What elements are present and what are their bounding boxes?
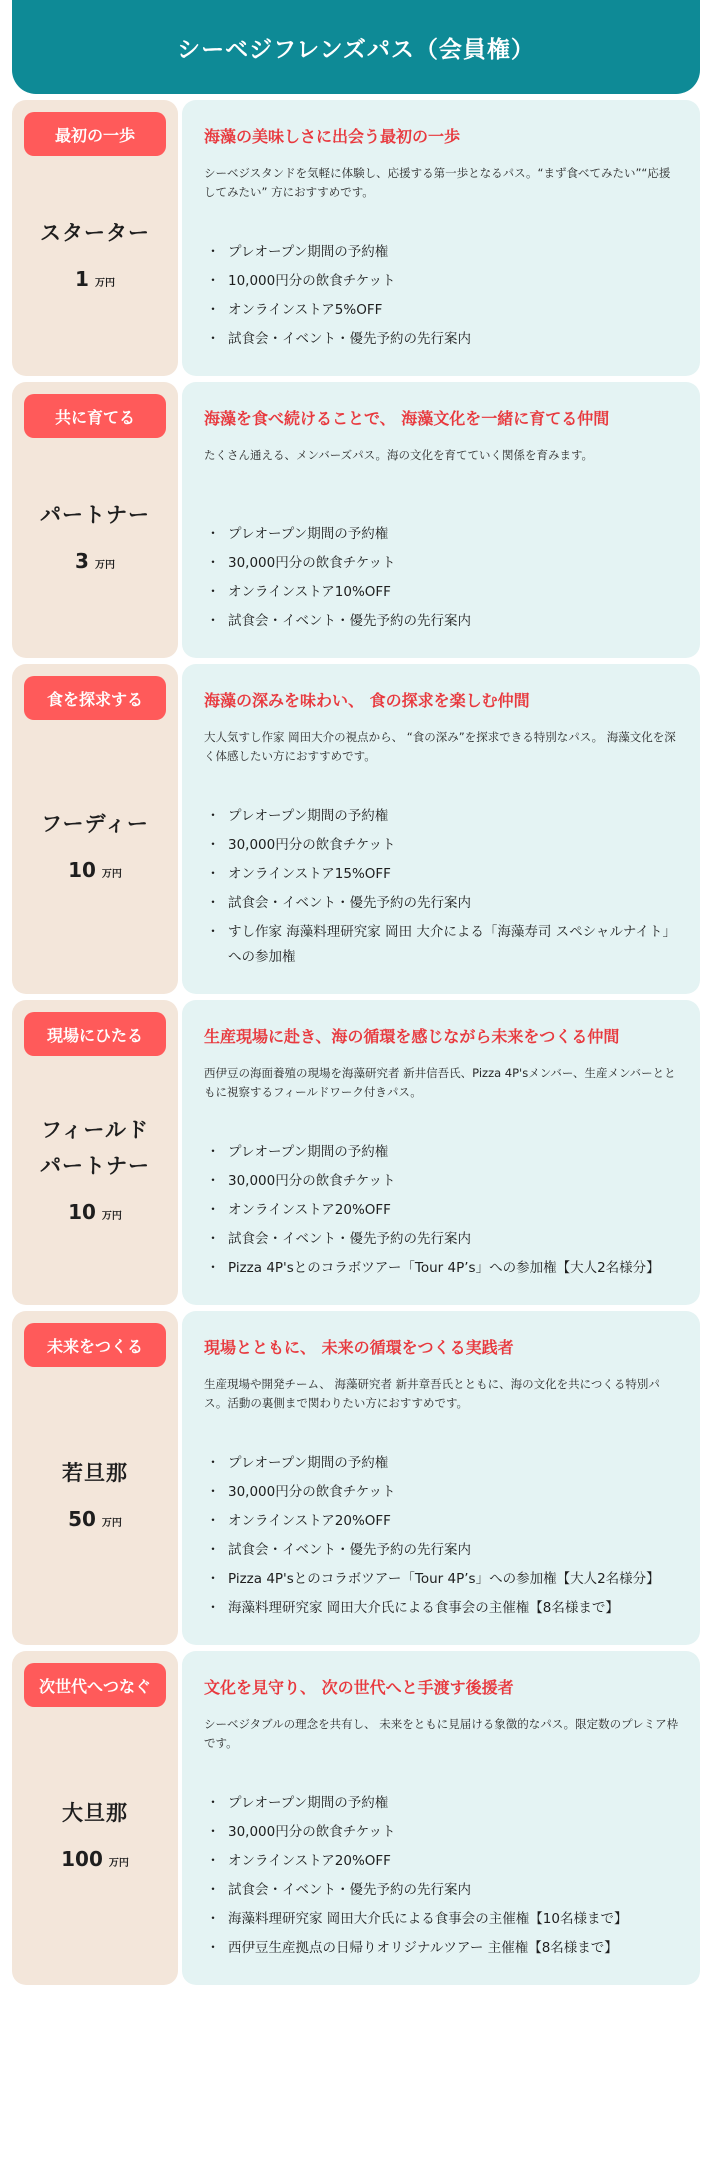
plan-headline: 海藻の美味しさに出会う最初の一歩 [204, 127, 461, 146]
plan-description: シーベジスタンドを気軽に体験し、応援する第一歩となるパス。“まず食べてみたい”“応援してみたい” 方におすすめです。 [204, 166, 671, 199]
perk-text: プレオープン期間の予約権 [228, 1144, 389, 1160]
perk-text: オンラインストア20%OFF [228, 1202, 391, 1218]
perk-item [204, 1227, 680, 1252]
bullet-icon: ・ [206, 1824, 220, 1840]
bullet-icon: ・ [206, 1173, 220, 1189]
perk-item [204, 1509, 680, 1534]
price-amount: 100 [61, 1847, 103, 1871]
perk-item [204, 1878, 680, 1903]
price-amount: 10 [68, 858, 96, 882]
plan-details [182, 1651, 700, 1985]
plan-card [12, 1651, 700, 1985]
plan-description: 西伊豆の海面養殖の現場を海藻研究者 新井信吾氏、Pizza 4P'sメンバー、生産メンバーとともに視察するフィールドワーク付きパス。 [204, 1066, 676, 1099]
plan-description: たくさん通える、メンバーズパス。海の文化を育てていく関係を育みます。 [204, 448, 594, 462]
perk-item [204, 833, 680, 858]
plan-card [12, 664, 700, 994]
bullet-icon: ・ [206, 302, 220, 318]
plan-name: 若旦那 [62, 1461, 128, 1485]
perk-list [204, 1791, 680, 1961]
price-unit: 万円 [101, 1210, 122, 1222]
plan-price [61, 1847, 129, 1871]
perk-item [204, 240, 680, 265]
perk-text: 海藻料理研究家 岡田大介氏による食事会の主催権【8名様まで】 [228, 1600, 619, 1616]
perk-text: オンラインストア5%OFF [228, 302, 383, 318]
perk-text: 30,000円分の飲食チケット [228, 555, 396, 571]
perk-text: オンラインストア15%OFF [228, 866, 391, 882]
plan-price [75, 267, 115, 291]
plan-badge: 現場にひたる [24, 1012, 166, 1056]
plan-description: 生産現場や開発チーム、 海藻研究者 新井章吾氏とともに、海の文化を共につくる特別パス。活動の裏側まで関わりたい方におすすめです。 [204, 1377, 660, 1410]
plan-card [12, 1000, 700, 1305]
price-amount: 3 [75, 549, 89, 573]
perk-item [204, 609, 680, 634]
plan-list [12, 100, 700, 1985]
perk-item [204, 298, 680, 323]
price-amount: 50 [68, 1507, 96, 1531]
page-header [12, 0, 700, 94]
perk-text: 試食会・イベント・優先予約の先行案内 [228, 613, 471, 629]
bullet-icon: ・ [206, 1911, 220, 1927]
perk-text: Pizza 4P'sとのコラボツアー「Tour 4P’s」への参加権【大人2名様分】 [228, 1260, 660, 1276]
perk-text: 試食会・イベント・優先予約の先行案内 [228, 1231, 471, 1247]
perk-list [204, 1140, 680, 1281]
plan-summary [12, 382, 178, 658]
perk-text: 30,000円分の飲食チケット [228, 1824, 396, 1840]
bullet-icon: ・ [206, 526, 220, 542]
plan-card [12, 382, 700, 658]
bullet-icon: ・ [206, 1795, 220, 1811]
perk-item [204, 1538, 680, 1563]
plan-name: 大旦那 [62, 1801, 128, 1825]
plan-headline: 海藻を食べ続けることで、 海藻文化を一緒に育てる仲間 [204, 409, 610, 428]
bullet-icon: ・ [206, 1144, 220, 1160]
bullet-icon: ・ [206, 555, 220, 571]
plan-summary [12, 100, 178, 376]
plan-price [75, 549, 115, 573]
bullet-icon: ・ [206, 1600, 220, 1616]
perk-item [204, 920, 680, 970]
perk-item [204, 1596, 680, 1621]
perk-list [204, 522, 680, 634]
perk-text: プレオープン期間の予約権 [228, 1795, 389, 1811]
perk-item [204, 891, 680, 916]
bullet-icon: ・ [206, 331, 220, 347]
bullet-icon: ・ [206, 808, 220, 824]
bullet-icon: ・ [206, 1513, 220, 1529]
plan-headline: 文化を見守り、 次の世代へと手渡す後援者 [204, 1678, 514, 1697]
perk-text: プレオープン期間の予約権 [228, 808, 389, 824]
perk-text: 30,000円分の飲食チケット [228, 837, 396, 853]
bullet-icon: ・ [206, 1571, 220, 1587]
plan-price [68, 1200, 122, 1224]
price-amount: 10 [68, 1199, 96, 1224]
plan-name: スターター [40, 221, 150, 245]
plan-summary [12, 1311, 178, 1645]
perk-item [204, 327, 680, 352]
bullet-icon: ・ [206, 613, 220, 629]
bullet-icon: ・ [206, 866, 220, 882]
plan-details [182, 382, 700, 658]
perk-item [204, 1907, 680, 1932]
plan-details [182, 100, 700, 376]
price-unit: 万円 [101, 869, 122, 880]
perk-item [204, 1451, 680, 1476]
bullet-icon: ・ [206, 924, 220, 940]
perk-list [204, 1451, 680, 1621]
bullet-icon: ・ [206, 1202, 220, 1218]
plan-summary [12, 664, 178, 994]
plan-summary [12, 1000, 178, 1305]
plan-badge: 未来をつくる [24, 1323, 166, 1367]
bullet-icon: ・ [206, 1231, 220, 1247]
bullet-icon: ・ [206, 1484, 220, 1500]
plan-price [68, 858, 122, 882]
bullet-icon: ・ [206, 837, 220, 853]
plan-badge: 食を探求する [24, 676, 166, 720]
perk-item [204, 1849, 680, 1874]
perk-text: 30,000円分の飲食チケット [228, 1173, 396, 1189]
perk-item [204, 1936, 680, 1961]
bullet-icon: ・ [206, 1260, 220, 1276]
perk-text: プレオープン期間の予約権 [228, 526, 389, 542]
plan-name: フィールド パートナー [40, 1117, 150, 1178]
perk-text: オンラインストア10%OFF [228, 584, 391, 600]
perk-text: プレオープン期間の予約権 [228, 1455, 389, 1471]
plan-badge: 最初の一歩 [24, 112, 166, 156]
plan-name: フーディー [41, 812, 149, 836]
price-unit: 万円 [108, 1858, 129, 1869]
perk-text: 試食会・イベント・優先予約の先行案内 [228, 1882, 471, 1898]
perk-text: 海藻料理研究家 岡田大介氏による食事会の主催権【10名様まで】 [228, 1911, 628, 1927]
bullet-icon: ・ [206, 1940, 220, 1956]
plan-price [68, 1507, 122, 1531]
plan-details [182, 1000, 700, 1305]
perk-item [204, 1480, 680, 1505]
bullet-icon: ・ [206, 1853, 220, 1869]
perk-item [204, 580, 680, 605]
perk-text: オンラインストア20%OFF [228, 1853, 391, 1869]
perk-text: すし作家 海藻料理研究家 岡田 大介による「海藻寿司 スペシャルナイト」への参加権 [228, 924, 676, 965]
perk-list [204, 240, 680, 352]
bullet-icon: ・ [206, 895, 220, 911]
bullet-icon: ・ [206, 273, 220, 289]
perk-text: Pizza 4P'sとのコラボツアー「Tour 4P’s」への参加権【大人2名様分】 [228, 1571, 660, 1587]
bullet-icon: ・ [206, 584, 220, 600]
perk-item [204, 804, 680, 829]
plan-headline: 海藻の深みを味わい、 食の探求を楽しむ仲間 [204, 691, 530, 710]
perk-item [204, 862, 680, 887]
bullet-icon: ・ [206, 244, 220, 260]
plan-description: 大人気すし作家 岡田大介の視点から、 “食の深み”を探求できる特別なパス。 海藻文化を深く体感したい方におすすめです。 [204, 730, 676, 763]
perk-text: 試食会・イベント・優先予約の先行案内 [228, 895, 471, 911]
price-unit: 万円 [94, 560, 115, 571]
plan-badge: 共に育てる [24, 394, 166, 438]
plan-badge: 次世代へつなぐ [24, 1663, 166, 1707]
perk-list [204, 804, 680, 970]
perk-text: 30,000円分の飲食チケット [228, 1484, 396, 1500]
bullet-icon: ・ [206, 1455, 220, 1471]
plan-card [12, 100, 700, 376]
perk-text: 西伊豆生産拠点の日帰りオリジナルツアー 主催権【8名様まで】 [228, 1940, 618, 1956]
perk-text: 試食会・イベント・優先予約の先行案内 [228, 331, 471, 347]
page-title: シーベジフレンズパス（会員権） [177, 36, 535, 63]
perk-item [204, 1169, 680, 1194]
perk-item [204, 1256, 680, 1281]
plan-details [182, 664, 700, 994]
perk-item [204, 522, 680, 547]
plan-description: シーベジタブルの理念を共有し、 未来をともに見届ける象徴的なパス。限定数のプレミア枠です。 [204, 1717, 679, 1750]
price-unit: 万円 [94, 278, 115, 289]
perk-text: プレオープン期間の予約権 [228, 244, 389, 260]
perk-item [204, 551, 680, 576]
bullet-icon: ・ [206, 1882, 220, 1898]
plan-headline: 現場とともに、 未来の循環をつくる実践者 [204, 1338, 514, 1357]
perk-item [204, 1820, 680, 1845]
price-amount: 1 [75, 267, 89, 291]
plan-headline: 生産現場に赴き、海の循環を感じながら未来をつくる仲間 [204, 1027, 620, 1046]
perk-text: オンラインストア20%OFF [228, 1513, 391, 1529]
plan-name: パートナー [40, 503, 150, 527]
perk-item [204, 1140, 680, 1165]
perk-item [204, 1567, 680, 1592]
plan-details [182, 1311, 700, 1645]
plan-summary [12, 1651, 178, 1985]
bullet-icon: ・ [206, 1542, 220, 1558]
perk-item [204, 1791, 680, 1816]
plan-card [12, 1311, 700, 1645]
perk-item [204, 1198, 680, 1223]
perk-text: 10,000円分の飲食チケット [228, 273, 396, 289]
perk-item [204, 269, 680, 294]
price-unit: 万円 [101, 1518, 122, 1529]
perk-text: 試食会・イベント・優先予約の先行案内 [228, 1542, 471, 1558]
